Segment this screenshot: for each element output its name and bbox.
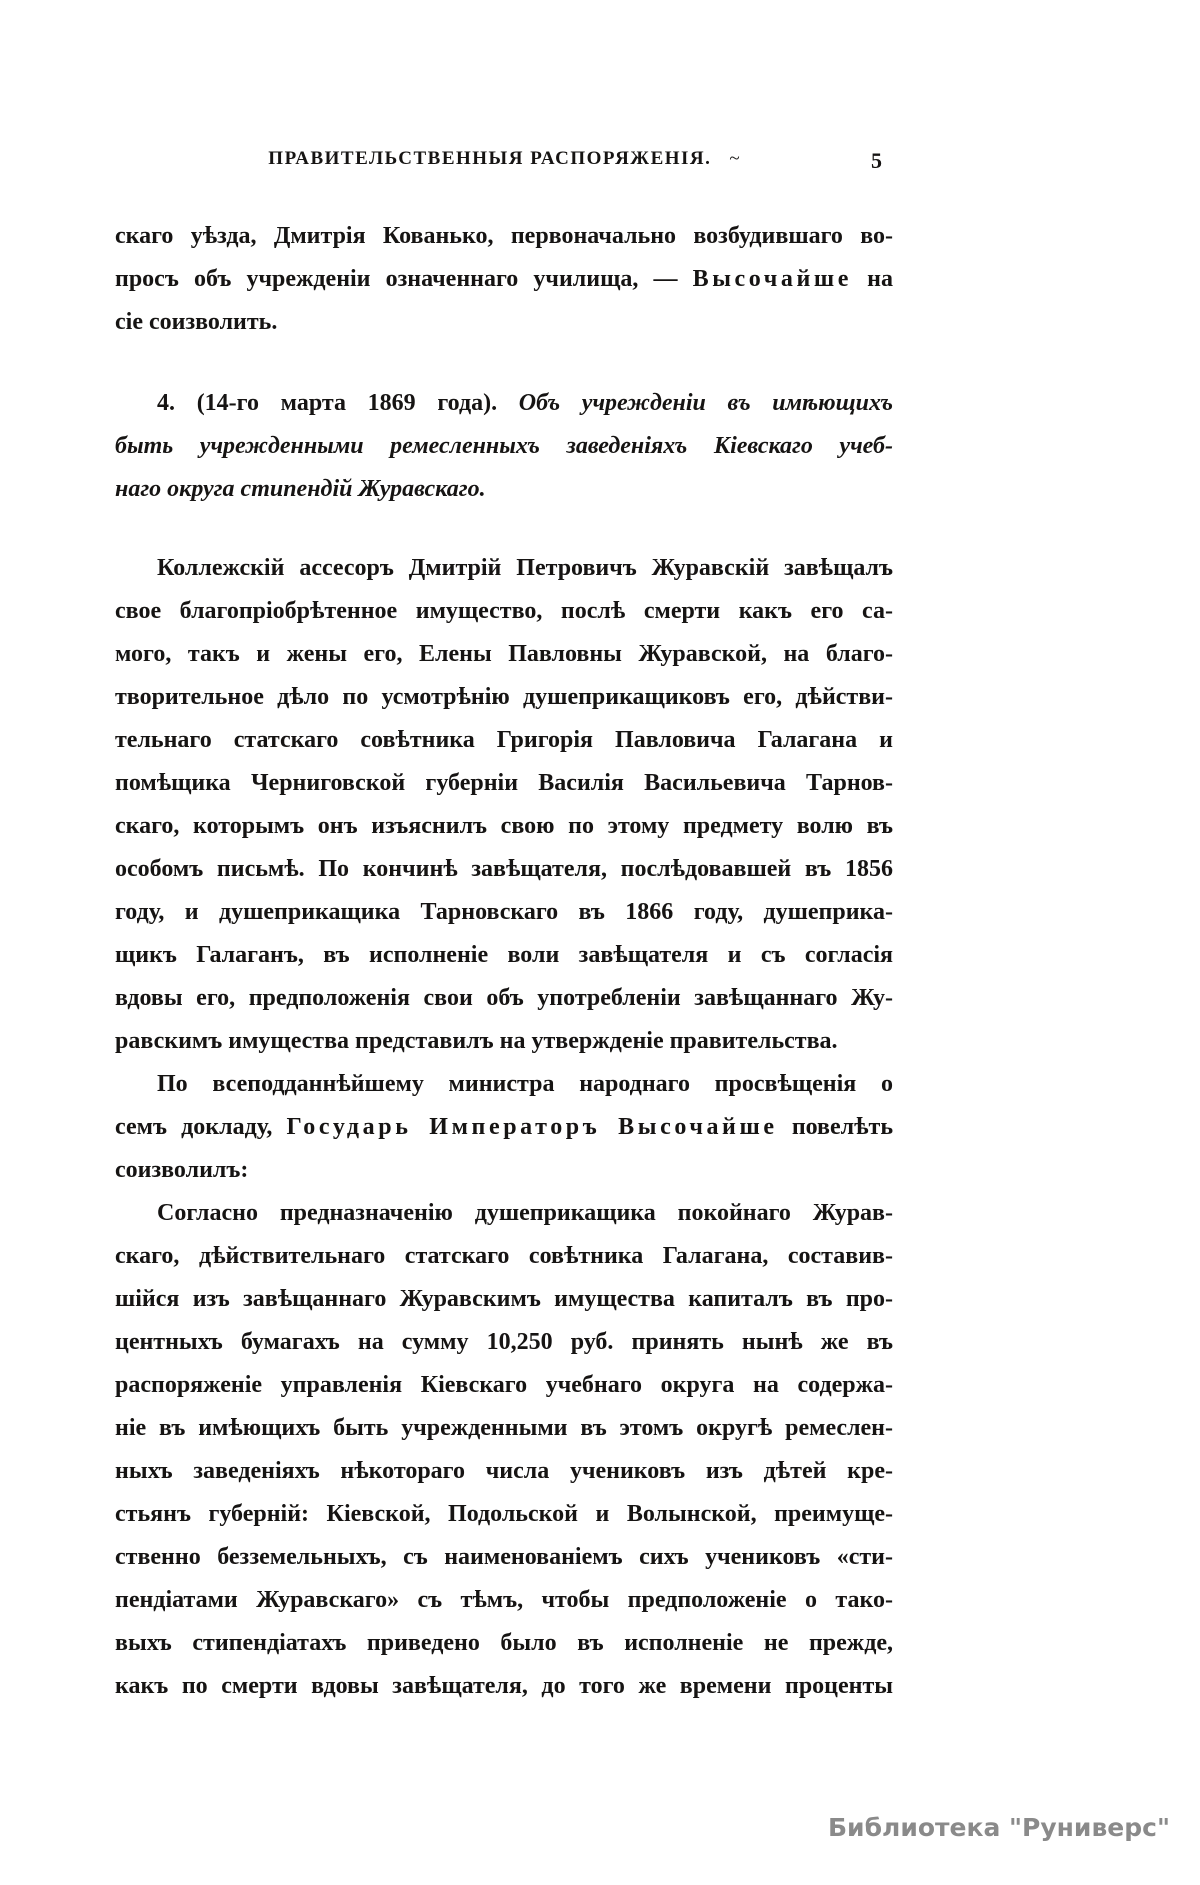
body-text: мого, такъ и жены его, Елены Павловны Журавской, на благо- — [115, 641, 893, 667]
text-block — [115, 215, 893, 1708]
body-text: году, и душеприкащика Тарновскаго въ 1866 году, душеприка- — [115, 899, 893, 925]
running-header — [115, 148, 893, 178]
text-line — [115, 590, 893, 633]
body-text: 4. (14-го марта 1869 года). — [157, 390, 519, 416]
text-line — [115, 547, 893, 590]
body-text: стьянъ губерній: Кіевской, Подольской и Волынской, преимуще- — [115, 1501, 893, 1527]
text-line — [115, 425, 893, 468]
body-text: распоряженіе управленія Кіевскаго учебнаго округа на содержа- — [115, 1372, 893, 1398]
text-line — [115, 762, 893, 805]
text-line — [115, 382, 893, 425]
header-stray-mark: ~ — [729, 148, 740, 169]
body-text: повелѣть — [777, 1114, 893, 1140]
text-line — [115, 1450, 893, 1493]
paragraph — [115, 382, 893, 511]
text-line — [115, 468, 893, 511]
page-number: 5 — [871, 148, 882, 173]
body-text: вдовы его, предположенія свои объ употребленіи завѣщаннаго Жу- — [115, 985, 893, 1011]
paragraph — [115, 1063, 893, 1192]
text-line — [115, 633, 893, 676]
paragraph — [115, 1192, 893, 1708]
text-line — [115, 1364, 893, 1407]
text-line — [115, 891, 893, 934]
text-line — [115, 1235, 893, 1278]
body-text: По всеподданнѣйшему министра народнаго просвѣщенія о — [157, 1071, 893, 1097]
body-text: соизволилъ: — [115, 1157, 249, 1183]
body-text: сіе соизволить. — [115, 309, 278, 335]
text-line — [115, 1321, 893, 1364]
text-line — [115, 1407, 893, 1450]
body-text: семъ докладу, — [115, 1114, 287, 1140]
text-line — [115, 977, 893, 1020]
text-line — [115, 258, 893, 301]
body-text: ніе въ имѣющихъ быть учрежденными въ этомъ округѣ ремеслен- — [115, 1415, 893, 1441]
text-line — [115, 1536, 893, 1579]
text-line — [115, 676, 893, 719]
body-text: ственно безземельныхъ, съ наименованіемъ сихъ учениковъ «сти- — [115, 1544, 893, 1570]
body-text: центныхъ бумагахъ на сумму 10,250 руб. принять нынѣ же въ — [115, 1329, 893, 1355]
text-line — [115, 301, 893, 344]
letterspaced-text: Высочайше — [692, 266, 853, 292]
italic-text: наго округа стипендій Журавскаго. — [115, 476, 486, 502]
text-line — [115, 1020, 893, 1063]
text-line — [115, 1622, 893, 1665]
text-line — [115, 848, 893, 891]
body-text: свое благопріобрѣтенное имущество, послѣ смерти какъ его са- — [115, 598, 893, 624]
body-text: помѣщика Черниговской губерніи Василія Васильевича Тарнов- — [115, 770, 893, 796]
body-text: скаго, дѣйствительнаго статскаго совѣтника Галагана, составив- — [115, 1243, 893, 1269]
body-text: творительное дѣло по усмотрѣнію душеприкащиковъ его, дѣйстви- — [115, 684, 893, 710]
body-text: пендіатами Журавскаго» съ тѣмъ, чтобы предположеніе о тако- — [115, 1587, 893, 1613]
footer-watermark: Библиотека "Руниверс" — [828, 1813, 1170, 1842]
body-text: просъ объ учрежденіи означеннаго училища, — — [115, 266, 693, 292]
body-text: Согласно предназначенію душеприкащика покойнаго Журав- — [157, 1200, 893, 1226]
text-line — [115, 1063, 893, 1106]
text-line — [115, 1106, 893, 1149]
body-text: какъ по смерти вдовы завѣщателя, до того же времени проценты — [115, 1673, 893, 1699]
text-line — [115, 215, 893, 258]
body-text: тельнаго статскаго совѣтника Григорія Павловича Галагана и — [115, 727, 893, 753]
header-title: ПРАВИТЕЛЬСТВЕННЫЯ РАСПОРЯЖЕНІЯ. — [268, 148, 712, 169]
body-text: особомъ письмѣ. По кончинѣ завѣщателя, послѣдовавшей въ 1856 — [115, 856, 893, 882]
body-text: равскимъ имущества представилъ на утвержденіе правительства. — [115, 1028, 838, 1054]
text-line — [115, 805, 893, 848]
body-text: скаго, которымъ онъ изъяснилъ свою по этому предмету волю въ — [115, 813, 893, 839]
body-text: Коллежскій ассесоръ Дмитрій Петровичъ Журавскій завѣщалъ — [157, 555, 893, 581]
body-text: на — [852, 266, 893, 292]
letterspaced-text: Государь Императоръ Высочайше — [286, 1114, 778, 1140]
paragraph — [115, 547, 893, 1063]
text-line — [115, 1149, 893, 1192]
italic-text: Объ учрежденіи въ имѣющихъ — [518, 390, 893, 416]
italic-text: быть учрежденными ремесленныхъ заведеніяхъ Кіевскаго учеб- — [115, 433, 893, 459]
text-line — [115, 1579, 893, 1622]
body-text: скаго уѣзда, Дмитрія Кованько, первоначально возбудившаго во- — [115, 223, 893, 249]
text-line — [115, 719, 893, 762]
body-text: шійся изъ завѣщаннаго Журавскимъ имущества капиталъ въ про- — [115, 1286, 893, 1312]
text-line — [115, 1278, 893, 1321]
paragraph — [115, 215, 893, 344]
body-text: щикъ Галаганъ, въ исполненіе воли завѣщателя и съ согласія — [115, 942, 893, 968]
body-text: ныхъ заведеніяхъ нѣкотораго числа учениковъ изъ дѣтей кре- — [115, 1458, 893, 1484]
body-text: выхъ стипендіатахъ приведено было въ исполненіе не прежде, — [115, 1630, 893, 1656]
text-line — [115, 1493, 893, 1536]
text-line — [115, 934, 893, 977]
text-line — [115, 1192, 893, 1235]
text-line — [115, 1665, 893, 1708]
